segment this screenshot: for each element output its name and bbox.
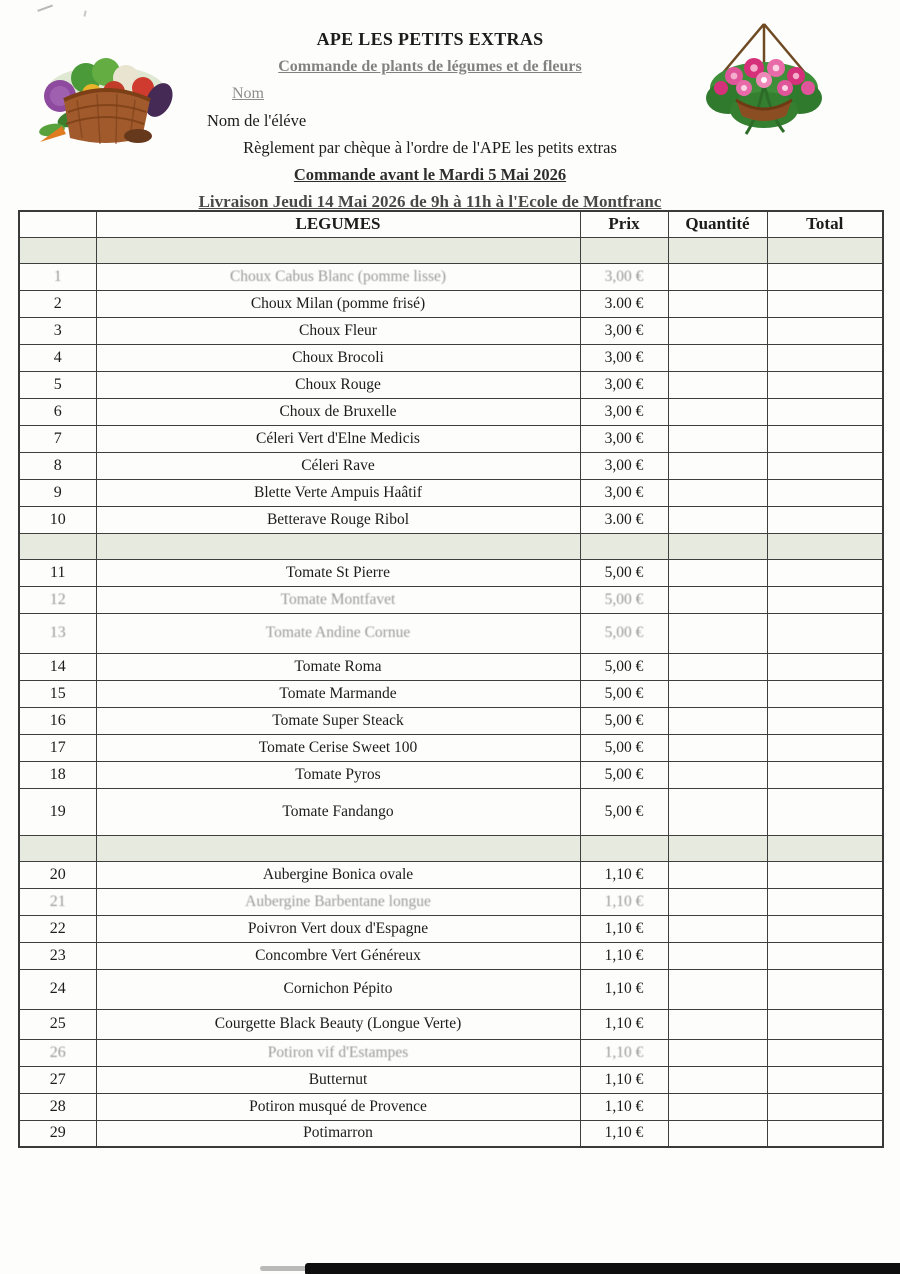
scan-artifact-mark	[83, 10, 90, 17]
page-title: APE LES PETITS EXTRAS	[316, 29, 544, 49]
product-name: Betterave Rouge Ribol	[96, 506, 580, 533]
product-row	[19, 1093, 883, 1120]
row-number: 12	[19, 586, 96, 613]
product-row	[19, 371, 883, 398]
section-empty-cell	[767, 533, 883, 559]
product-row	[19, 915, 883, 942]
product-name: Céleri Vert d'Elne Medicis	[96, 425, 580, 452]
section-label	[96, 533, 580, 559]
price-value: 3,00 €	[580, 344, 668, 371]
price-value: 5,00 €	[580, 586, 668, 613]
product-row	[19, 1039, 883, 1066]
section-empty-cell	[767, 835, 883, 861]
quantity-cell	[668, 317, 767, 344]
product-name: Choux Fleur	[96, 317, 580, 344]
total-cell	[767, 1120, 883, 1147]
product-row	[19, 344, 883, 371]
section-label	[96, 237, 580, 263]
total-cell	[767, 506, 883, 533]
price-value: 5,00 €	[580, 734, 668, 761]
quantity-cell	[668, 263, 767, 290]
row-number: 14	[19, 653, 96, 680]
product-name: Tomate Super Steack	[96, 707, 580, 734]
product-name: Aubergine Bonica ovale	[96, 861, 580, 888]
total-cell	[767, 861, 883, 888]
total-cell	[767, 317, 883, 344]
corner-cell	[19, 211, 96, 237]
delivery-info: Livraison Jeudi 14 Mai 2026 de 9h à 11h à l'Ecole de Montfranc	[198, 192, 662, 211]
scan-artifact-mark	[37, 4, 54, 16]
product-name: Poivron Vert doux d'Espagne	[96, 915, 580, 942]
quantity-cell	[668, 559, 767, 586]
product-row	[19, 506, 883, 533]
price-value: 1,10 €	[580, 1009, 668, 1039]
quantity-cell	[668, 613, 767, 653]
price-value: 1,10 €	[580, 915, 668, 942]
price-value: 3.00 €	[580, 506, 668, 533]
price-value: 5,00 €	[580, 680, 668, 707]
scan-artifact-bar	[305, 1263, 900, 1274]
price-value: 1,10 €	[580, 1120, 668, 1147]
total-cell	[767, 734, 883, 761]
total-cell	[767, 707, 883, 734]
column-header-legumes: LEGUMES	[96, 211, 580, 237]
section-empty-cell	[668, 835, 767, 861]
product-row	[19, 888, 883, 915]
quantity-cell	[668, 734, 767, 761]
product-row	[19, 425, 883, 452]
order-table	[18, 210, 884, 1148]
quantity-cell	[668, 969, 767, 1009]
row-number: 9	[19, 479, 96, 506]
product-name: Choux Brocoli	[96, 344, 580, 371]
section-empty-cell	[668, 237, 767, 263]
price-value: 3,00 €	[580, 452, 668, 479]
product-name: Tomate Andine Cornue	[96, 613, 580, 653]
quantity-cell	[668, 452, 767, 479]
form-header	[0, 26, 900, 215]
row-number: 6	[19, 398, 96, 425]
section-empty-cell	[19, 533, 96, 559]
product-row	[19, 452, 883, 479]
quantity-cell	[668, 586, 767, 613]
row-number: 2	[19, 290, 96, 317]
row-number: 28	[19, 1093, 96, 1120]
row-number: 1	[19, 263, 96, 290]
row-number: 4	[19, 344, 96, 371]
product-row	[19, 761, 883, 788]
total-cell	[767, 942, 883, 969]
price-value: 3,00 €	[580, 425, 668, 452]
row-number: 7	[19, 425, 96, 452]
price-value: 1,10 €	[580, 1066, 668, 1093]
price-value: 1,10 €	[580, 1039, 668, 1066]
total-cell	[767, 371, 883, 398]
price-value: 5,00 €	[580, 613, 668, 653]
product-name: Tomate Cerise Sweet 100	[96, 734, 580, 761]
product-name: Potiron vif d'Estampes	[96, 1039, 580, 1066]
price-value: 1,10 €	[580, 1093, 668, 1120]
section-header-row	[19, 237, 883, 263]
product-name: Cornichon Pépito	[96, 969, 580, 1009]
section-empty-cell	[668, 533, 767, 559]
row-number: 24	[19, 969, 96, 1009]
quantity-cell	[668, 1120, 767, 1147]
price-value: 1,10 €	[580, 861, 668, 888]
quantity-cell	[668, 761, 767, 788]
row-number: 10	[19, 506, 96, 533]
total-cell	[767, 888, 883, 915]
product-row	[19, 1066, 883, 1093]
order-deadline: Commande avant le Mardi 5 Mai 2026	[293, 165, 567, 184]
product-row	[19, 479, 883, 506]
product-row	[19, 290, 883, 317]
product-name: Tomate Pyros	[96, 761, 580, 788]
scan-artifact-smudge	[260, 1266, 310, 1271]
quantity-cell	[668, 1066, 767, 1093]
product-name: Tomate Marmande	[96, 680, 580, 707]
total-cell	[767, 290, 883, 317]
quantity-cell	[668, 506, 767, 533]
quantity-cell	[668, 344, 767, 371]
row-number: 11	[19, 559, 96, 586]
product-name: Choux Milan (pomme frisé)	[96, 290, 580, 317]
row-number: 20	[19, 861, 96, 888]
product-row	[19, 613, 883, 653]
total-cell	[767, 425, 883, 452]
product-name: Tomate Montfavet	[96, 586, 580, 613]
row-number: 5	[19, 371, 96, 398]
row-number: 22	[19, 915, 96, 942]
product-name: Potimarron	[96, 1120, 580, 1147]
product-name: Butternut	[96, 1066, 580, 1093]
product-row	[19, 653, 883, 680]
product-name: Tomate Roma	[96, 653, 580, 680]
product-name: Choux Cabus Blanc (pomme lisse)	[96, 263, 580, 290]
row-number: 13	[19, 613, 96, 653]
row-number: 21	[19, 888, 96, 915]
row-number: 8	[19, 452, 96, 479]
total-cell	[767, 398, 883, 425]
column-header-prix: Prix	[580, 211, 668, 237]
product-name: Choux Rouge	[96, 371, 580, 398]
price-value: 3,00 €	[580, 479, 668, 506]
total-cell	[767, 559, 883, 586]
payment-instruction: Règlement par chèque à l'ordre de l'APE les petits extras	[243, 138, 617, 157]
product-row	[19, 586, 883, 613]
quantity-cell	[668, 915, 767, 942]
price-value: 3,00 €	[580, 371, 668, 398]
product-row	[19, 317, 883, 344]
product-row	[19, 559, 883, 586]
price-value: 3,00 €	[580, 263, 668, 290]
price-value: 5,00 €	[580, 761, 668, 788]
product-row	[19, 707, 883, 734]
product-row	[19, 680, 883, 707]
student-name-label: Nom de l'éléve	[207, 111, 307, 130]
section-empty-cell	[19, 835, 96, 861]
section-empty-cell	[767, 237, 883, 263]
quantity-cell	[668, 707, 767, 734]
name-field-label: Nom	[232, 85, 264, 102]
total-cell	[767, 452, 883, 479]
total-cell	[767, 680, 883, 707]
product-name: Tomate St Pierre	[96, 559, 580, 586]
price-value: 1,10 €	[580, 942, 668, 969]
section-empty-cell	[580, 533, 668, 559]
row-number: 23	[19, 942, 96, 969]
quantity-cell	[668, 1039, 767, 1066]
row-number: 19	[19, 788, 96, 835]
table-header-row	[19, 211, 883, 237]
product-name: Blette Verte Ampuis Haâtif	[96, 479, 580, 506]
quantity-cell	[668, 680, 767, 707]
total-cell	[767, 1066, 883, 1093]
total-cell	[767, 788, 883, 835]
quantity-cell	[668, 861, 767, 888]
total-cell	[767, 1039, 883, 1066]
product-name: Courgette Black Beauty (Longue Verte)	[96, 1009, 580, 1039]
total-cell	[767, 263, 883, 290]
row-number: 15	[19, 680, 96, 707]
quantity-cell	[668, 942, 767, 969]
product-row	[19, 969, 883, 1009]
column-header-total: Total	[767, 211, 883, 237]
total-cell	[767, 761, 883, 788]
total-cell	[767, 344, 883, 371]
product-row	[19, 734, 883, 761]
quantity-cell	[668, 398, 767, 425]
row-number: 18	[19, 761, 96, 788]
price-value: 5,00 €	[580, 788, 668, 835]
total-cell	[767, 653, 883, 680]
product-row	[19, 1009, 883, 1039]
row-number: 16	[19, 707, 96, 734]
total-cell	[767, 613, 883, 653]
section-empty-cell	[580, 237, 668, 263]
product-row	[19, 942, 883, 969]
product-name: Tomate Fandango	[96, 788, 580, 835]
row-number: 3	[19, 317, 96, 344]
product-name: Concombre Vert Généreux	[96, 942, 580, 969]
row-number: 29	[19, 1120, 96, 1147]
product-row	[19, 861, 883, 888]
product-row	[19, 1120, 883, 1147]
total-cell	[767, 969, 883, 1009]
price-value: 3,00 €	[580, 398, 668, 425]
price-value: 3,00 €	[580, 317, 668, 344]
quantity-cell	[668, 371, 767, 398]
quantity-cell	[668, 1009, 767, 1039]
product-row	[19, 788, 883, 835]
price-value: 5,00 €	[580, 559, 668, 586]
column-header-quantite: Quantité	[668, 211, 767, 237]
form-subtitle: Commande de plants de légumes et de fleurs	[278, 58, 582, 75]
total-cell	[767, 915, 883, 942]
product-name: Potiron musqué de Provence	[96, 1093, 580, 1120]
price-value: 5,00 €	[580, 707, 668, 734]
quantity-cell	[668, 788, 767, 835]
row-number: 26	[19, 1039, 96, 1066]
total-cell	[767, 1009, 883, 1039]
section-empty-cell	[580, 835, 668, 861]
section-label	[96, 835, 580, 861]
section-empty-cell	[19, 237, 96, 263]
total-cell	[767, 479, 883, 506]
price-value: 1,10 €	[580, 969, 668, 1009]
price-value: 1,10 €	[580, 888, 668, 915]
product-name: Choux de Bruxelle	[96, 398, 580, 425]
quantity-cell	[668, 479, 767, 506]
product-row	[19, 263, 883, 290]
product-row	[19, 398, 883, 425]
quantity-cell	[668, 290, 767, 317]
price-value: 5,00 €	[580, 653, 668, 680]
total-cell	[767, 586, 883, 613]
quantity-cell	[668, 888, 767, 915]
row-number: 17	[19, 734, 96, 761]
row-number: 27	[19, 1066, 96, 1093]
product-name: Céleri Rave	[96, 452, 580, 479]
price-value: 3.00 €	[580, 290, 668, 317]
quantity-cell	[668, 653, 767, 680]
quantity-cell	[668, 1093, 767, 1120]
row-number: 25	[19, 1009, 96, 1039]
quantity-cell	[668, 425, 767, 452]
product-name: Aubergine Barbentane longue	[96, 888, 580, 915]
total-cell	[767, 1093, 883, 1120]
section-header-row	[19, 835, 883, 861]
section-header-row	[19, 533, 883, 559]
